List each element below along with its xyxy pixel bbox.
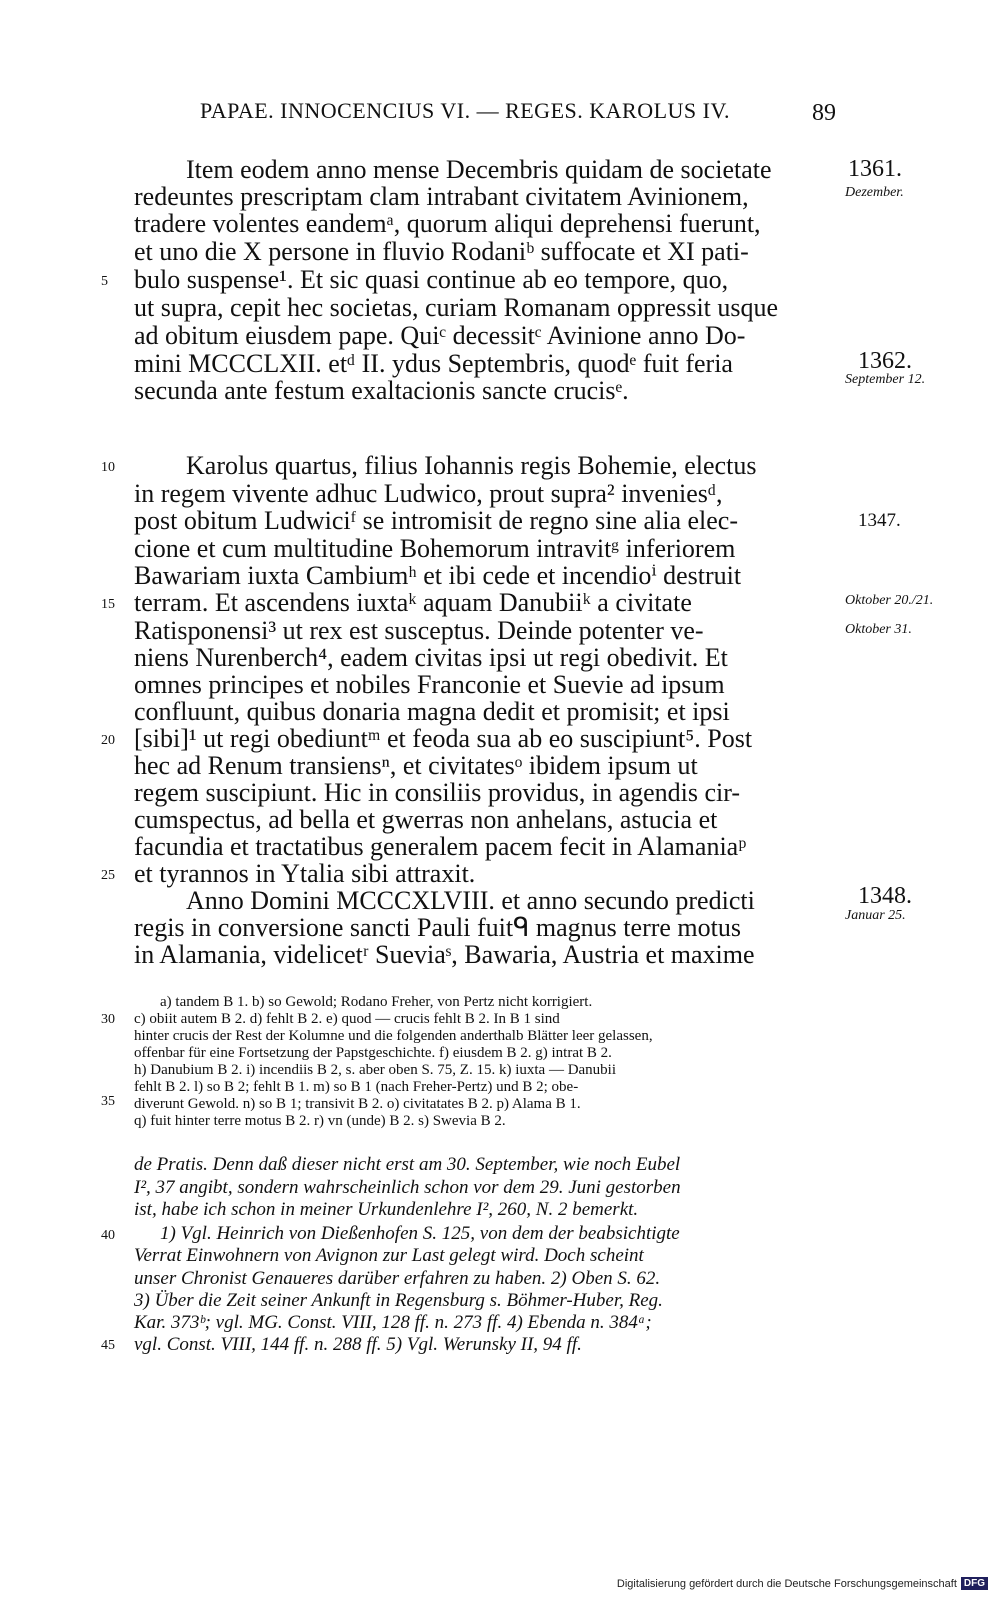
main-text-line: niens Nurenberch⁴, eadem civitas ipsi ut regi obedivit. Et	[134, 643, 728, 672]
main-text-line: omnes principes et nobiles Franconie et Suevie ad ipsum	[134, 670, 725, 699]
footer-text: Digitalisierung gefördert durch die Deutsche Forschungsgemeinschaft	[616, 1577, 957, 1590]
main-text-line: cumspectus, ad bella et gwerras non anhelans, astucia et	[134, 805, 718, 834]
main-text-line: Item eodem anno mense Decembris quidam de societate	[186, 155, 772, 184]
main-text-line: facundia et tractatibus generalem pacem fecit in Alamaniaᵖ	[134, 832, 747, 861]
apparatus-line: a) tandem B 1. b) so Gewold; Rodano Freher, von Pertz nicht korrigiert.	[160, 994, 593, 1010]
main-text-line: terram. Et ascendens iuxtaᵏ aquam Danubiiᵏ a civitate	[134, 588, 692, 617]
main-text-line: et tyrannos in Ytalia sibi attraxit.	[134, 859, 476, 888]
footnote-line: 3) Über die Zeit seiner Ankunft in Regensburg s. Böhmer-Huber, Reg.	[134, 1290, 663, 1311]
footnote-line: de Pratis. Denn daß dieser nicht erst am 30. September, wie noch Eubel	[134, 1154, 681, 1175]
line-number: 5	[101, 274, 108, 289]
dfg-logo: DFG	[961, 1577, 988, 1590]
apparatus-line: diverunt Gewold. n) so B 1; transivit B 2. o) civitatates B 2. p) Alama B 1.	[134, 1096, 581, 1112]
line-number: 35	[101, 1094, 115, 1109]
margin-note-year: 1362.	[858, 348, 912, 374]
page-number: 89	[812, 100, 836, 126]
main-text-line: confluunt, quibus donaria magna dedit et promisit; et ipsi	[134, 697, 730, 726]
margin-note-date: Oktober 20./21.	[845, 593, 934, 608]
main-text-line: in Alamania, videlicetʳ Sueviaˢ, Bawaria, Austria et maxime	[134, 940, 755, 969]
main-text-line: cione et cum multitudine Bohemorum intravitᵍ inferiorem	[134, 534, 736, 563]
footnote-line: vgl. Const. VIII, 144 ff. n. 288 ff. 5) Vgl. Werunsky II, 94 ff.	[134, 1334, 582, 1355]
apparatus-line: c) obiit autem B 2. d) fehlt B 2. e) quod — crucis fehlt B 2. In B 1 sind	[134, 1011, 560, 1027]
main-text-line: Karolus quartus, filius Iohannis regis Bohemie, electus	[186, 451, 757, 480]
main-text-line: et uno die X persone in fluvio Rodaniᵇ suffocate et XI pati-	[134, 237, 749, 266]
margin-note-year: 1347.	[858, 510, 901, 531]
main-text-line: post obitum Ludwiciᶠ se intromisit de regno sine alia elec-	[134, 506, 739, 535]
apparatus-line: fehlt B 2. l) so B 2; fehlt B 1. m) so B 1 (nach Freher-Pertz) und B 2; obe-	[134, 1079, 579, 1095]
footnote-line: 1) Vgl. Heinrich von Dießenhofen S. 125, von dem der beabsichtigte	[160, 1223, 680, 1244]
footnote-line: I², 37 angibt, sondern wahrscheinlich schon vor dem 29. Juni gestorben	[134, 1177, 681, 1198]
main-text-line: Anno Domini MCCCXLVIII. et anno secundo predicti	[186, 886, 755, 915]
margin-note-date: September 12.	[845, 372, 926, 387]
main-text-line: in regem vivente adhuc Ludwico, prout supra² inveniesᵈ,	[134, 479, 723, 508]
apparatus-line: h) Danubium B 2. i) incendiis B 2, s. aber oben S. 75, Z. 15. k) iuxta — Danubii	[134, 1062, 617, 1078]
main-text-line: tradere volentes eandemᵃ, quorum aliqui deprehensi fuerunt,	[134, 209, 761, 238]
line-number: 10	[101, 460, 115, 475]
margin-note-date: Dezember.	[845, 185, 904, 200]
apparatus-line: offenbar für eine Fortsetzung der Papstgeschichte. f) eiusdem B 2. g) intrat B 2.	[134, 1045, 612, 1061]
main-text-line: Bawariam iuxta Cambiumʰ et ibi cede et incendioⁱ destruit	[134, 561, 742, 590]
digitization-footer	[617, 1577, 988, 1590]
main-text-line: regis in conversione sancti Pauli fuitᑫ magnus terre motus	[134, 913, 741, 942]
main-text-line: mini MCCCLXII. etᵈ II. ydus Septembris, quodᵉ fuit feria	[134, 349, 733, 378]
line-number: 20	[101, 733, 115, 748]
main-text-line: regem suscipiunt. Hic in consiliis providus, in agendis cir-	[134, 778, 741, 807]
main-text-line: redeuntes prescriptam clam intrabant civitatem Avinionem,	[134, 182, 749, 211]
footnote-line: unser Chronist Genaueres darüber erfahren zu haben. 2) Oben S. 62.	[134, 1268, 661, 1289]
line-number: 40	[101, 1228, 115, 1243]
margin-note-year: 1348.	[858, 883, 912, 909]
line-number: 15	[101, 597, 115, 612]
main-text-line: bulo suspense¹. Et sic quasi continue ab eo tempore, quo,	[134, 265, 729, 294]
main-text-line: ut supra, cepit hec societas, curiam Romanam oppressit usque	[134, 293, 779, 322]
apparatus-line: hinter crucis der Rest der Kolumne und die folgenden anderthalb Blätter leer gelassen,	[134, 1028, 653, 1044]
margin-note-date: Januar 25.	[845, 908, 906, 923]
main-text-line: ad obitum eiusdem pape. Quiᶜ decessitᶜ Avinione anno Do-	[134, 321, 746, 350]
line-number: 30	[101, 1012, 115, 1027]
footnote-line: ist, habe ich schon in meiner Urkundenlehre I², 260, N. 2 bemerkt.	[134, 1199, 639, 1220]
line-number: 25	[101, 868, 115, 883]
margin-note-year: 1361.	[848, 156, 902, 182]
running-title: PAPAE. INNOCENCIUS VI. — REGES. KAROLUS IV.	[200, 98, 731, 123]
main-text-line: hec ad Renum transiensⁿ, et civitatesᵒ ibidem ipsum ut	[134, 751, 698, 780]
margin-note-date: Oktober 31.	[845, 622, 912, 637]
apparatus-line: q) fuit hinter terre motus B 2. r) vn (unde) B 2. s) Swevia B 2.	[134, 1113, 506, 1129]
main-text-line: [sibi]¹ ut regi obediuntᵐ et feoda sua ab eo suscipiunt⁵. Post	[134, 724, 753, 753]
footnote-line: Kar. 373ᵇ; vgl. MG. Const. VIII, 128 ff. n. 273 ff. 4) Ebenda n. 384ᵃ;	[134, 1312, 652, 1333]
main-text-line: secunda ante festum exaltacionis sancte crucisᵉ.	[134, 376, 629, 405]
footnote-line: Verrat Einwohnern von Avignon zur Last gelegt wird. Doch scheint	[134, 1245, 644, 1266]
line-number: 45	[101, 1338, 115, 1353]
main-text-line: Ratisponensi³ ut rex est susceptus. Deinde potenter ve-	[134, 616, 704, 645]
